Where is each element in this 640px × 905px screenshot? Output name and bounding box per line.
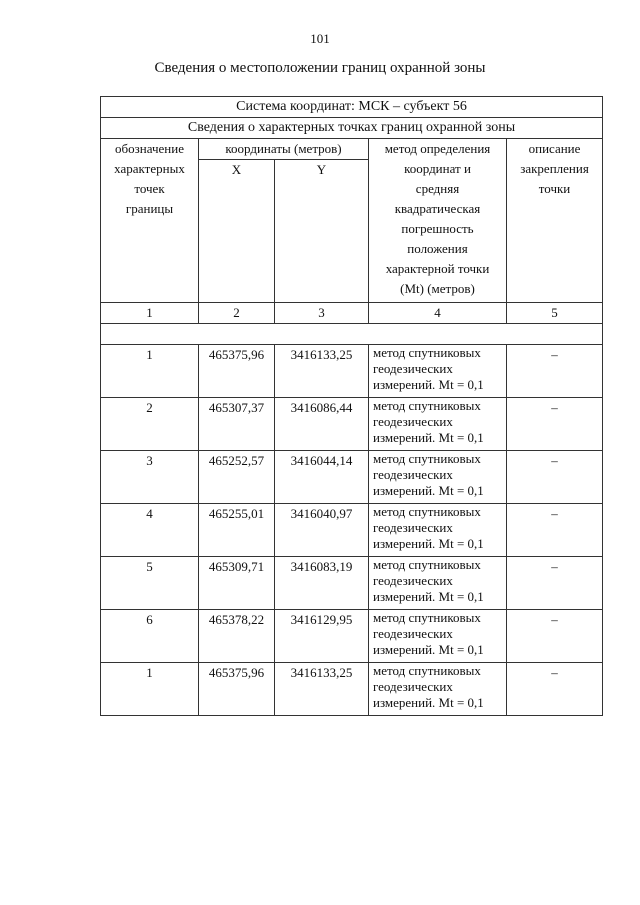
y-header: Y [275, 160, 369, 303]
document-title: Сведения о местоположении границ охранной зоны [154, 60, 486, 76]
designation-header-line: границы [125, 201, 174, 216]
method-header-line: характерной точки [385, 261, 490, 276]
method-line: геодезических [373, 414, 453, 429]
method-header-line: квадратическая [394, 201, 481, 216]
method-line: измерений. Mt = 0,1 [373, 589, 484, 604]
method-header-line: положения [407, 241, 468, 256]
method-line: метод спутниковых [373, 398, 481, 413]
table-row [101, 557, 603, 610]
fixing-header-line: закрепления [520, 161, 589, 176]
method-line: метод спутниковых [373, 663, 481, 678]
x-cell: 465375,96 [199, 345, 275, 398]
fixing-cell: – [507, 504, 603, 557]
page-number: 101 [310, 31, 330, 46]
point-cell: 1 [101, 345, 199, 398]
method-line: метод спутниковых [373, 504, 481, 519]
method-line: геодезических [373, 520, 453, 535]
point-cell: 6 [101, 610, 199, 663]
table-row [101, 398, 603, 451]
method-line: геодезических [373, 573, 453, 588]
method-header-line: погрешность [401, 221, 474, 236]
method-line: метод спутниковых [373, 345, 481, 360]
method-line: метод спутниковых [373, 610, 481, 625]
y-cell: 3416133,25 [275, 345, 369, 398]
table-row [101, 345, 603, 398]
y-cell: 3416129,95 [275, 610, 369, 663]
y-cell: 3416133,25 [275, 663, 369, 716]
y-cell: 3416040,97 [275, 504, 369, 557]
x-cell: 465309,71 [199, 557, 275, 610]
column-number: 4 [369, 303, 507, 324]
column-number: 1 [101, 303, 199, 324]
fixing-cell: – [507, 345, 603, 398]
x-cell: 465307,37 [199, 398, 275, 451]
y-cell: 3416083,19 [275, 557, 369, 610]
fixing-cell: – [507, 610, 603, 663]
coordinate-system-label: Система координат: МСК – субъект 56 [101, 97, 603, 118]
method-line: метод спутниковых [373, 451, 481, 466]
table-row [101, 504, 603, 557]
x-cell: 465375,96 [199, 663, 275, 716]
fixing-header-line: описание [528, 141, 581, 156]
fixing-cell: – [507, 663, 603, 716]
method-header-line: координат и [404, 161, 471, 176]
point-cell: 2 [101, 398, 199, 451]
fixing-cell: – [507, 557, 603, 610]
method-cell [369, 557, 507, 610]
coordinates-table [100, 96, 603, 716]
table-row [101, 610, 603, 663]
point-cell: 4 [101, 504, 199, 557]
method-cell [369, 610, 507, 663]
point-cell: 1 [101, 663, 199, 716]
x-header: X [199, 160, 275, 303]
column-number: 2 [199, 303, 275, 324]
method-line: измерений. Mt = 0,1 [373, 695, 484, 710]
fixing-header-line: точки [538, 181, 571, 196]
x-cell: 465252,57 [199, 451, 275, 504]
y-cell: 3416086,44 [275, 398, 369, 451]
empty-row [101, 324, 603, 345]
method-line: измерений. Mt = 0,1 [373, 536, 484, 551]
y-cell: 3416044,14 [275, 451, 369, 504]
method-header-line: (Mt) (метров) [400, 281, 475, 296]
method-line: геодезических [373, 467, 453, 482]
coordinates-header: координаты (метров) [199, 139, 369, 160]
method-header [369, 139, 507, 303]
x-cell: 465255,01 [199, 504, 275, 557]
table-row [101, 451, 603, 504]
x-cell: 465378,22 [199, 610, 275, 663]
designation-header-line: характерных [114, 161, 185, 176]
table-row [101, 663, 603, 716]
designation-header-line: точек [134, 181, 165, 196]
fixing-cell: – [507, 398, 603, 451]
designation-header [101, 139, 199, 303]
method-header-line: средняя [415, 181, 460, 196]
method-line: метод спутниковых [373, 557, 481, 572]
method-cell [369, 451, 507, 504]
column-number: 3 [275, 303, 369, 324]
section-label: Сведения о характерных точках границ охранной зоны [101, 118, 603, 139]
method-cell [369, 398, 507, 451]
point-cell: 3 [101, 451, 199, 504]
method-line: измерений. Mt = 0,1 [373, 377, 484, 392]
method-line: измерений. Mt = 0,1 [373, 483, 484, 498]
method-cell [369, 345, 507, 398]
column-number: 5 [507, 303, 603, 324]
method-line: измерений. Mt = 0,1 [373, 642, 484, 657]
method-cell [369, 504, 507, 557]
fixing-cell: – [507, 451, 603, 504]
method-line: геодезических [373, 361, 453, 376]
method-line: геодезических [373, 679, 453, 694]
method-header-line: метод определения [384, 141, 491, 156]
fixing-header [507, 139, 603, 303]
designation-header-line: обозначение [115, 141, 184, 156]
point-cell: 5 [101, 557, 199, 610]
method-cell [369, 663, 507, 716]
method-line: измерений. Mt = 0,1 [373, 430, 484, 445]
method-line: геодезических [373, 626, 453, 641]
